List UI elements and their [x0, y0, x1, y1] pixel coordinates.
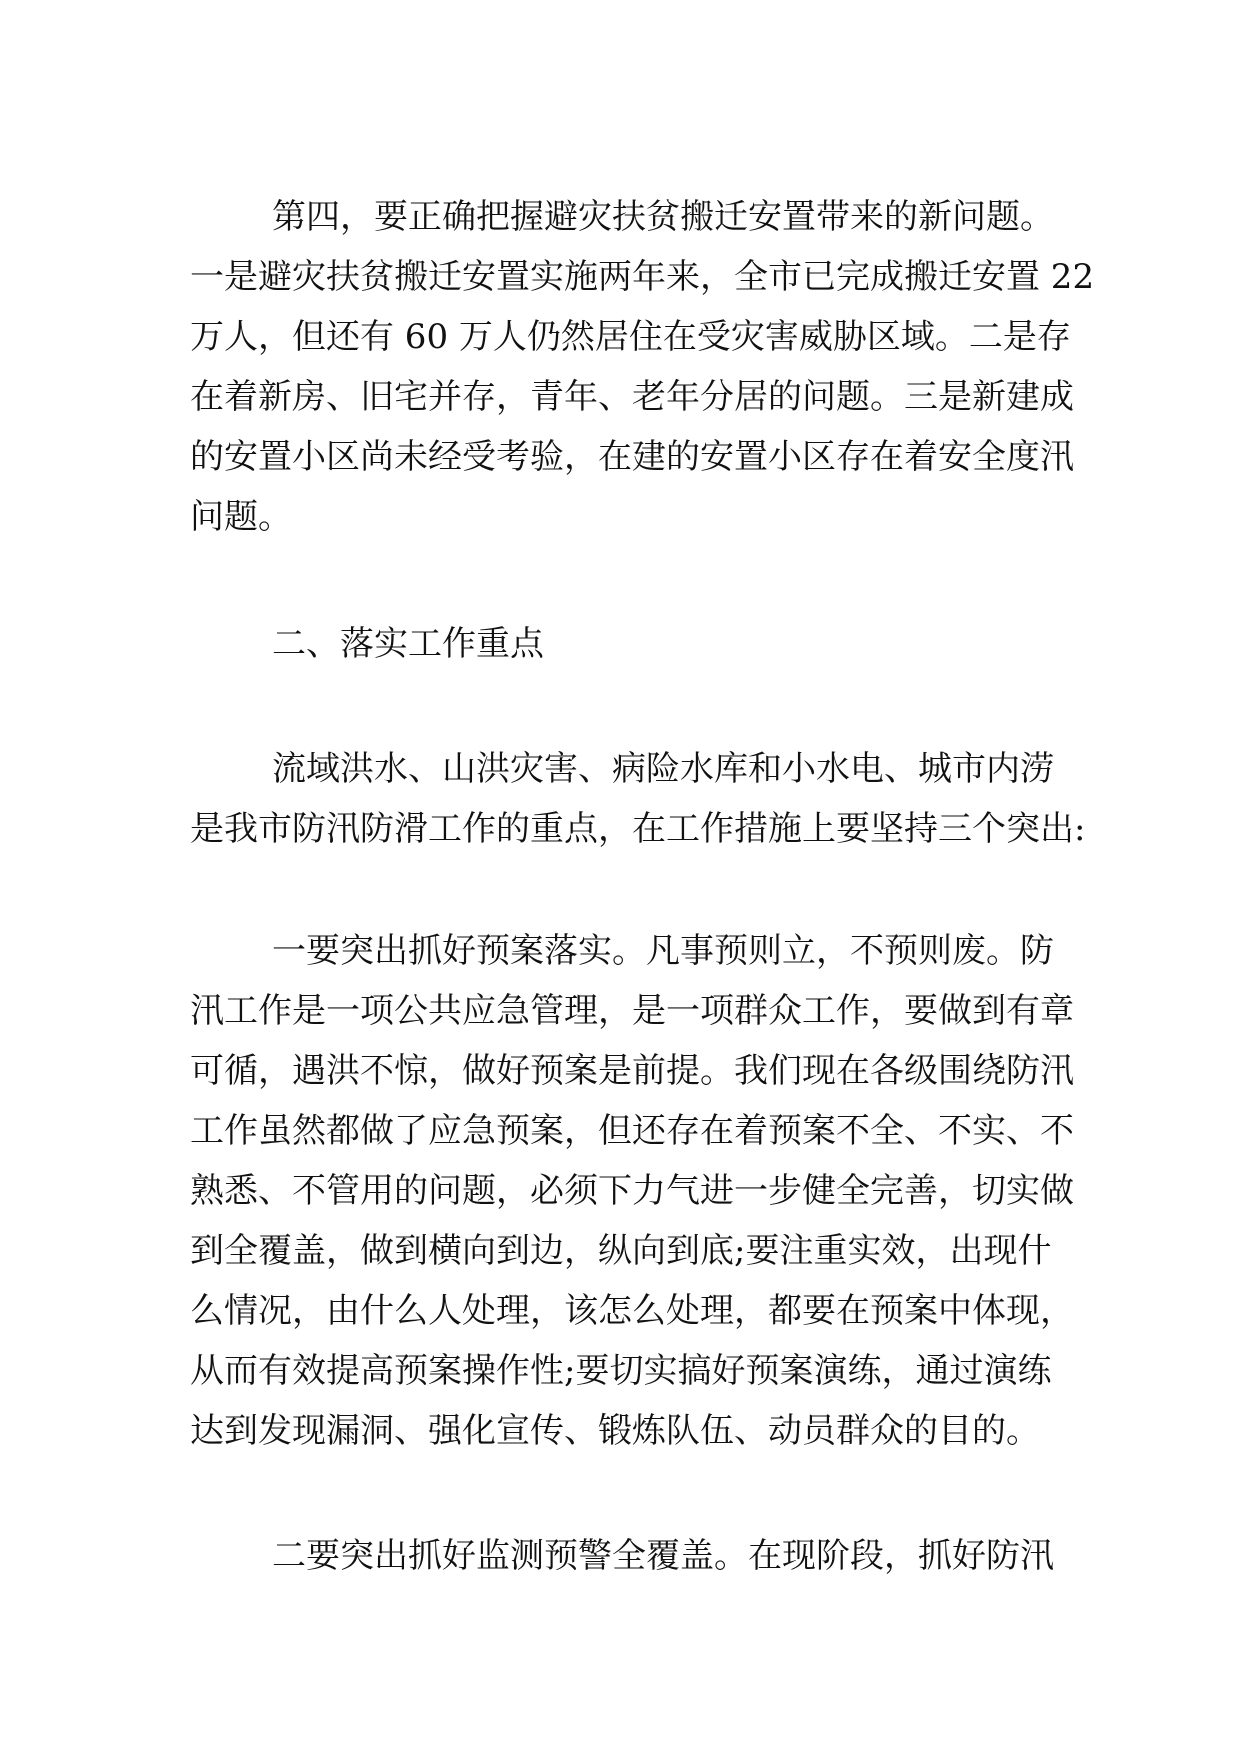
paragraph-line: 一要突出抓好预案落实。凡事预则立，不预则废。防 — [272, 931, 1054, 971]
paragraph-point-one — [190, 921, 1074, 1461]
paragraph-line: 工作虽然都做了应急预案，但还存在着预案不全、不实、不 — [190, 1111, 1074, 1151]
paragraph-line: 流域洪水、山洪灾害、病险水库和小水电、城市内涝 — [272, 749, 1054, 789]
paragraph-line: 可循，遇洪不惊，做好预案是前提。我们现在各级围绕防汛 — [190, 1051, 1074, 1091]
paragraph-line: 万人，但还有 60 万人仍然居住在受灾害威胁区域。二是存 — [190, 317, 1071, 357]
paragraph-point-two — [190, 1526, 1054, 1586]
paragraph-line: 在着新房、旧宅并存，青年、老年分居的问题。三是新建成 — [190, 377, 1074, 417]
paragraph-line: 到全覆盖，做到横向到边，纵向到底;要注重实效，出现什 — [190, 1231, 1052, 1271]
paragraph-intro — [190, 739, 1086, 859]
section-heading-block — [190, 614, 1050, 674]
paragraph-line: 达到发现漏洞、强化宣传、锻炼队伍、动员群众的目的。 — [190, 1411, 1040, 1451]
paragraph-line: 熟悉、不管用的问题，必须下力气进一步健全完善，切实做 — [190, 1171, 1074, 1211]
paragraph-line: 第四，要正确把握避灾扶贫搬迁安置带来的新问题。 — [272, 197, 1054, 237]
paragraph-line: 问题。 — [190, 497, 292, 537]
paragraph-line: 的安置小区尚未经受考验，在建的安置小区存在着安全度汛 — [190, 437, 1074, 477]
paragraph-line: 从而有效提高预案操作性;要切实搞好预案演练，通过演练 — [190, 1351, 1052, 1391]
paragraph-line: 一是避灾扶贫搬迁安置实施两年来，全市已完成搬迁安置 22 — [190, 257, 1095, 297]
paragraph-fourth-point — [190, 187, 1095, 547]
paragraph-line: 二要突出抓好监测预警全覆盖。在现阶段，抓好防汛 — [272, 1536, 1054, 1576]
section-heading: 二、落实工作重点 — [272, 624, 544, 664]
paragraph-line: 么情况，由什么人处理，该怎么处理，都要在预案中体现， — [190, 1291, 1074, 1331]
paragraph-line: 汛工作是一项公共应急管理，是一项群众工作，要做到有章 — [190, 991, 1074, 1031]
paragraph-line: 是我市防汛防滑工作的重点，在工作措施上要坚持三个突出: — [190, 809, 1086, 849]
